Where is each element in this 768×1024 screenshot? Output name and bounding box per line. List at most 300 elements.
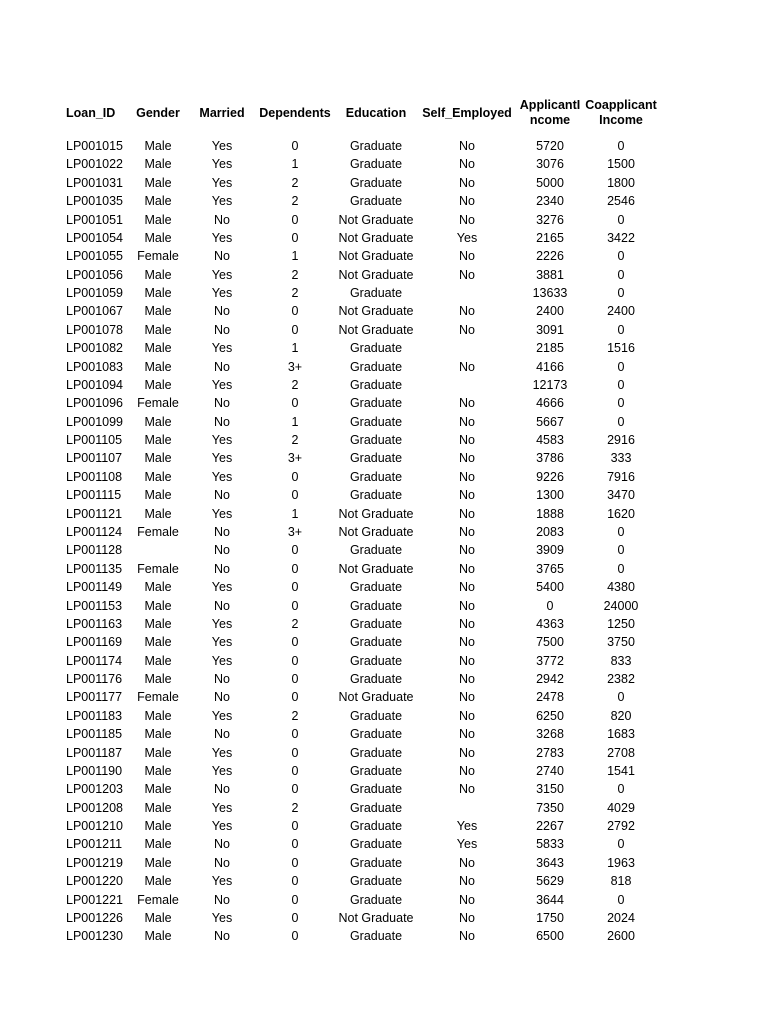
cell-education: Graduate [349,708,403,723]
cell-coapplicant-income: 1516 [607,341,635,356]
cell-self-employed: No [459,598,475,613]
cell-applicant-income: 2083 [536,524,564,539]
cell-self-employed: No [459,488,475,503]
cell-self-employed: No [459,414,475,429]
cell-loan-id: LP001067 [66,304,124,319]
cell-applicant-income: 9226 [536,469,564,484]
cell-married: No [214,396,230,411]
cell-coapplicant-income: 1250 [607,616,635,631]
cell-loan-id: LP001208 [66,800,124,815]
cell-applicant-income: 1300 [536,488,564,503]
cell-loan-id: LP001031 [66,175,124,190]
cell-married: Yes [211,874,233,889]
cell-education: Graduate [349,469,403,484]
cell-married: No [214,561,230,576]
cell-dependents: 2 [291,708,299,723]
cell-education: Not Graduate [338,230,414,245]
cell-married: No [214,322,230,337]
cell-applicant-income: 0 [546,598,554,613]
cell-dependents: 2 [291,267,299,282]
cell-loan-id: LP001163 [66,616,123,631]
cell-education: Not Graduate [338,910,414,925]
cell-gender: Male [144,157,172,172]
cell-education: Graduate [349,139,403,153]
cell-applicant-income: 3909 [536,543,564,558]
cell-self-employed: No [459,727,475,742]
cell-education: Graduate [349,837,403,852]
cell-coapplicant-income: 1683 [607,727,635,742]
cell-gender: Male [144,874,172,889]
cell-self-employed: No [459,212,475,227]
cell-applicant-income: 2478 [536,690,564,705]
cell-gender: Female [137,249,179,264]
cell-gender: Male [144,377,172,392]
cell-applicant-income: 2400 [536,304,564,319]
cell-applicant-income: 5000 [536,175,564,190]
table-row [0,284,768,302]
cell-self-employed: No [459,194,475,209]
cell-loan-id: LP001094 [66,377,124,392]
cell-gender: Male [144,708,172,723]
table-row [0,799,768,817]
cell-married: Yes [211,286,233,301]
cell-dependents: 0 [291,543,299,558]
table-row [0,523,768,541]
cell-education: Graduate [349,414,403,429]
cell-education: Graduate [349,763,403,778]
cell-education: Graduate [349,745,403,760]
cell-self-employed [420,799,514,817]
table-row [0,597,768,615]
cell-married: No [214,672,230,687]
cell-married: Yes [211,377,233,392]
cell-loan-id: LP001096 [66,396,124,411]
cell-coapplicant-income: 1541 [607,763,635,778]
table-row [0,688,768,706]
cell-loan-id: LP001115 [66,488,122,503]
cell-self-employed: No [459,524,475,539]
cell-education: Graduate [349,543,403,558]
cell-loan-id: LP001183 [66,708,123,723]
cell-applicant-income: 6250 [536,708,564,723]
cell-dependents: 0 [291,598,299,613]
cell-gender [130,541,186,559]
table-row [0,174,768,192]
cell-coapplicant-income: 1620 [607,506,635,521]
cell-coapplicant-income: 0 [617,561,625,576]
table-row [0,339,768,357]
cell-coapplicant-income: 1963 [607,855,635,870]
cell-gender: Male [144,341,172,356]
cell-education: Graduate [349,286,403,301]
cell-education: Graduate [349,727,403,742]
cell-loan-id: LP001210 [66,819,124,834]
cell-coapplicant-income: 4380 [607,580,635,595]
cell-dependents: 0 [291,304,299,319]
cell-applicant-income: 4363 [536,616,564,631]
cell-applicant-income: 3644 [536,892,564,907]
cell-married: Yes [211,433,233,448]
cell-self-employed: No [459,690,475,705]
cell-loan-id: LP001083 [66,359,124,374]
cell-self-employed: No [459,304,475,319]
cell-loan-id: LP001128 [66,543,123,558]
cell-married: No [214,598,230,613]
cell-coapplicant-income: 0 [617,414,625,429]
cell-self-employed: No [459,855,475,870]
table-row [0,449,768,467]
cell-applicant-income: 3091 [536,322,564,337]
cell-loan-id: LP001107 [66,451,123,466]
cell-applicant-income: 3276 [536,212,564,227]
cell-gender: Male [144,819,172,834]
cell-applicant-income: 3881 [536,267,564,282]
table-row [0,707,768,725]
cell-married: No [214,837,230,852]
cell-dependents: 1 [291,506,299,521]
cell-education: Graduate [349,341,403,356]
cell-loan-id: LP001108 [66,469,123,484]
cell-loan-id: LP001105 [66,433,123,448]
cell-loan-id: LP001174 [66,653,123,668]
cell-gender: Male [144,212,172,227]
cell-gender: Male [144,175,172,190]
cell-married: No [214,782,230,797]
cell-dependents: 0 [291,855,299,870]
cell-self-employed: No [459,616,475,631]
table-row [0,486,768,504]
cell-self-employed: No [459,433,475,448]
cell-dependents: 0 [291,819,299,834]
cell-married: Yes [211,635,233,650]
table-row [0,872,768,890]
cell-married: No [214,414,230,429]
cell-applicant-income: 2942 [536,672,564,687]
cell-self-employed: No [459,708,475,723]
table-row [0,394,768,412]
cell-applicant-income: 4666 [536,396,564,411]
cell-married: Yes [211,653,233,668]
cell-education: Graduate [349,616,403,631]
cell-gender: Male [144,910,172,925]
cell-dependents: 3+ [287,524,303,539]
cell-education: Graduate [349,653,403,668]
table-row [0,229,768,247]
cell-coapplicant-income: 333 [610,451,632,466]
cell-coapplicant-income: 2916 [607,433,635,448]
cell-coapplicant-income: 3470 [607,488,635,503]
cell-married: Yes [211,194,233,209]
cell-gender: Male [144,322,172,337]
cell-coapplicant-income: 7916 [607,469,635,484]
cell-gender: Male [144,506,172,521]
cell-loan-id: LP001022 [66,157,124,172]
cell-dependents: 0 [291,488,299,503]
cell-self-employed: No [459,267,475,282]
table-row [0,927,768,945]
table-row [0,615,768,633]
cell-gender: Male [144,782,172,797]
cell-coapplicant-income: 0 [617,892,625,907]
cell-self-employed: No [459,672,475,687]
cell-gender: Male [144,267,172,282]
cell-self-employed: No [459,249,475,264]
cell-loan-id: LP001035 [66,194,124,209]
cell-education: Not Graduate [338,267,414,282]
cell-applicant-income: 5833 [536,837,564,852]
cell-gender: Male [144,727,172,742]
cell-gender: Male [144,763,172,778]
cell-dependents: 0 [291,139,299,153]
cell-married: No [214,359,230,374]
cell-education: Graduate [349,635,403,650]
table-row [0,744,768,762]
cell-dependents: 0 [291,580,299,595]
cell-self-employed: Yes [456,230,478,245]
cell-gender: Male [144,616,172,631]
cell-coapplicant-income: 2792 [607,819,635,834]
cell-applicant-income: 13633 [532,286,568,301]
cell-dependents: 0 [291,322,299,337]
table-row [0,468,768,486]
cell-education: Not Graduate [338,524,414,539]
cell-applicant-income: 3150 [536,782,564,797]
header-education: Education [345,105,407,120]
cell-coapplicant-income: 0 [617,396,625,411]
cell-loan-id: LP001226 [66,910,124,925]
cell-self-employed: No [459,580,475,595]
cell-self-employed: No [459,543,475,558]
cell-dependents: 2 [291,194,299,209]
header-gender: Gender [136,105,180,120]
cell-gender: Male [144,837,172,852]
cell-dependents: 2 [291,616,299,631]
cell-education: Graduate [349,929,403,944]
cell-applicant-income: 6500 [536,929,564,944]
cell-education: Not Graduate [338,506,414,521]
cell-education: Not Graduate [338,249,414,264]
cell-dependents: 0 [291,874,299,889]
table-row [0,505,768,523]
table-row [0,725,768,743]
cell-applicant-income: 12173 [532,377,568,392]
cell-applicant-income: 2226 [536,249,564,264]
cell-loan-id: LP001149 [66,580,123,595]
cell-education: Not Graduate [338,212,414,227]
cell-dependents: 0 [291,745,299,760]
cell-coapplicant-income: 24000 [603,598,639,613]
table-row [0,376,768,394]
cell-dependents: 0 [291,690,299,705]
cell-dependents: 0 [291,929,299,944]
cell-married: Yes [211,580,233,595]
cell-loan-id: LP001176 [66,672,123,687]
cell-self-employed: No [459,561,475,576]
cell-married: No [214,488,230,503]
cell-gender: Male [144,230,172,245]
cell-loan-id: LP001177 [66,690,123,705]
cell-gender: Male [144,800,172,815]
cell-loan-id: LP001055 [66,249,124,264]
cell-coapplicant-income: 2024 [607,910,635,925]
cell-self-employed: No [459,469,475,484]
cell-self-employed: No [459,396,475,411]
cell-self-employed: No [459,910,475,925]
cell-gender: Male [144,929,172,944]
cell-applicant-income: 3076 [536,157,564,172]
cell-coapplicant-income: 3422 [607,230,635,245]
cell-coapplicant-income: 0 [617,377,625,392]
table-row [0,266,768,284]
table-row [0,854,768,872]
cell-loan-id: LP001059 [66,286,124,301]
cell-married: Yes [211,175,233,190]
cell-dependents: 2 [291,286,299,301]
cell-coapplicant-income: 0 [617,212,625,227]
header-dependents: Dependents [259,105,331,120]
cell-education: Graduate [349,782,403,797]
cell-applicant-income: 2783 [536,745,564,760]
cell-dependents: 0 [291,561,299,576]
cell-applicant-income: 7500 [536,635,564,650]
cell-loan-id: LP001153 [66,598,123,613]
cell-loan-id: LP001187 [66,745,123,760]
cell-education: Not Graduate [338,690,414,705]
cell-dependents: 0 [291,635,299,650]
cell-loan-id: LP001135 [66,561,123,576]
cell-self-employed: Yes [456,819,478,834]
cell-education: Graduate [349,396,403,411]
cell-education: Graduate [349,874,403,889]
cell-coapplicant-income: 3750 [607,635,635,650]
cell-coapplicant-income: 0 [617,690,625,705]
table-row [0,541,768,559]
cell-loan-id: LP001190 [66,763,123,778]
cell-education: Graduate [349,377,403,392]
cell-dependents: 1 [291,157,299,172]
cell-education: Graduate [349,359,403,374]
header-coapplicant-income: Coapplicant Income [585,98,657,127]
table-row [0,817,768,835]
cell-dependents: 1 [291,341,299,356]
cell-dependents: 1 [291,249,299,264]
cell-married: No [214,727,230,742]
cell-applicant-income: 1750 [536,910,564,925]
cell-married: No [214,249,230,264]
cell-coapplicant-income: 0 [617,267,625,282]
cell-loan-id: LP001015 [66,139,124,153]
cell-education: Graduate [349,580,403,595]
cell-applicant-income: 2267 [536,819,564,834]
cell-applicant-income: 3772 [536,653,564,668]
cell-loan-id: LP001056 [66,267,124,282]
cell-married: Yes [211,267,233,282]
table-row [0,891,768,909]
cell-applicant-income: 3643 [536,855,564,870]
cell-coapplicant-income: 2600 [607,929,635,944]
cell-gender: Male [144,488,172,503]
cell-dependents: 3+ [287,451,303,466]
cell-married: Yes [211,910,233,925]
cell-married: No [214,855,230,870]
cell-self-employed: No [459,653,475,668]
cell-education: Graduate [349,855,403,870]
cell-gender: Male [144,433,172,448]
cell-gender: Male [144,653,172,668]
cell-education: Not Graduate [338,304,414,319]
table-row [0,431,768,449]
cell-gender: Male [144,194,172,209]
cell-loan-id: LP001169 [66,635,123,650]
cell-gender: Male [144,414,172,429]
cell-dependents: 3+ [287,359,303,374]
table-row [0,633,768,651]
cell-dependents: 1 [291,414,299,429]
cell-gender: Male [144,359,172,374]
cell-gender: Female [137,892,179,907]
header-married: Married [199,105,245,120]
cell-coapplicant-income: 0 [617,286,625,301]
cell-education: Graduate [349,892,403,907]
header-self-employed: Self_Employed [422,105,512,120]
cell-coapplicant-income: 4029 [607,800,635,815]
cell-education: Graduate [349,800,403,815]
cell-gender: Male [144,745,172,760]
cell-loan-id: LP001054 [66,230,124,245]
cell-applicant-income: 3765 [536,561,564,576]
cell-gender: Female [137,561,179,576]
cell-coapplicant-income: 0 [617,249,625,264]
cell-education: Graduate [349,672,403,687]
cell-gender: Male [144,451,172,466]
cell-dependents: 0 [291,230,299,245]
cell-gender: Female [137,690,179,705]
cell-coapplicant-income: 0 [617,524,625,539]
header-loan-id: Loan_ID [66,105,116,120]
cell-loan-id: LP001121 [66,506,123,521]
cell-applicant-income: 5400 [536,580,564,595]
table-row [0,302,768,320]
cell-applicant-income: 2165 [536,230,564,245]
cell-applicant-income: 5720 [536,139,564,153]
cell-coapplicant-income: 833 [610,653,632,668]
cell-married: No [214,690,230,705]
cell-married: Yes [211,745,233,760]
cell-dependents: 0 [291,672,299,687]
cell-self-employed: No [459,506,475,521]
cell-married: Yes [211,139,233,153]
cell-self-employed: No [459,359,475,374]
cell-applicant-income: 7350 [536,800,564,815]
cell-loan-id: LP001219 [66,855,124,870]
cell-coapplicant-income: 0 [617,837,625,852]
cell-dependents: 2 [291,377,299,392]
cell-education: Graduate [349,157,403,172]
table-row [0,762,768,780]
cell-applicant-income: 5629 [536,874,564,889]
cell-married: Yes [211,230,233,245]
cell-gender: Male [144,286,172,301]
table-row [0,211,768,229]
cell-coapplicant-income: 2400 [607,304,635,319]
cell-married: Yes [211,763,233,778]
table-row [0,155,768,173]
cell-education: Graduate [349,488,403,503]
cell-coapplicant-income: 2382 [607,672,635,687]
cell-applicant-income: 3268 [536,727,564,742]
cell-loan-id: LP001220 [66,874,124,889]
cell-married: Yes [211,708,233,723]
